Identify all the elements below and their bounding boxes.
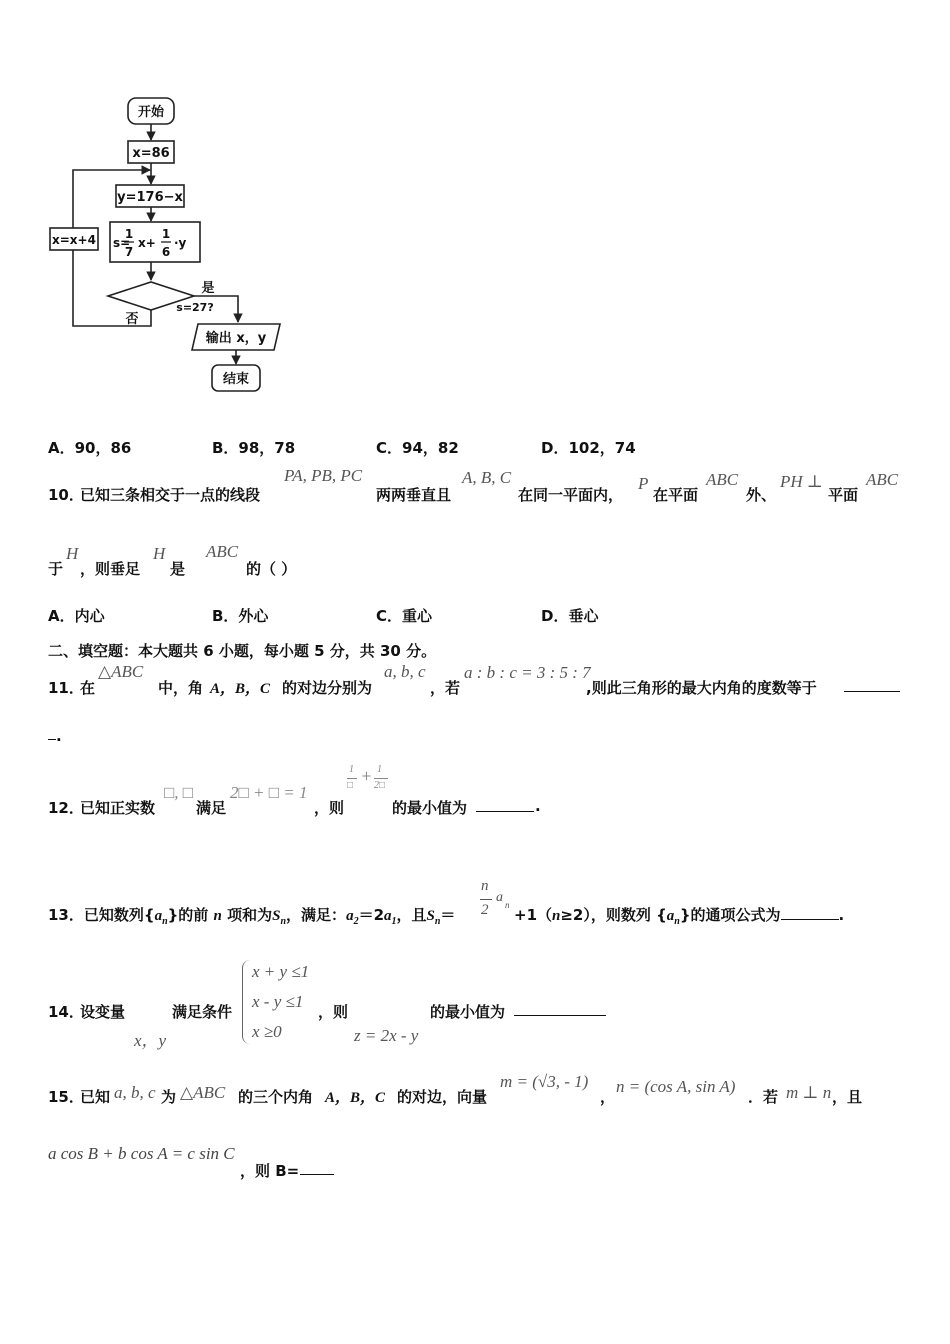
q12-frac2-den: 2□ (374, 780, 386, 791)
q13-a2-sub: 2 (353, 916, 359, 927)
q10-text-7: 于 (48, 560, 64, 578)
q13-Sn-sub: n (434, 916, 441, 927)
q11-text-1: 在 (80, 679, 96, 697)
q13-text-5: 项和为 (227, 906, 273, 924)
q13-text-14: +1（ (514, 906, 553, 924)
q9-option-d: D．102，74 (541, 439, 636, 457)
q13-text-13: ＝ (440, 906, 456, 924)
q11-text-3: A，B，C (210, 681, 271, 697)
q13-a1: a (384, 908, 392, 924)
q13-number (48, 904, 455, 927)
q12-text-4: 的最小值为 (392, 799, 468, 817)
q13-n2: n (552, 908, 561, 924)
q15-text-3: 的三个内角 (238, 1088, 314, 1106)
q13-number-label: 13． (48, 906, 84, 924)
q13-text-18: }的通项公式为 (679, 906, 781, 924)
q10-math-6: ABC (866, 470, 899, 489)
q15-math-1: a, b, c (114, 1083, 156, 1102)
q13-text-1: 已知数列{ (83, 906, 155, 924)
q10-option-d: D．垂心 (541, 607, 599, 625)
q11-text-6: ,则此三角形的最大内角的度数等于 (586, 679, 817, 697)
q14-constraint-3: x ≥0 (252, 1022, 282, 1041)
q14-math-2: z = 2x - y (354, 1026, 419, 1045)
q12-frac2-num: 1 (377, 764, 382, 775)
q13-frac-a: a (496, 890, 503, 905)
q10-text-5: 外、 (746, 486, 777, 504)
q15-answer-blank (300, 1160, 334, 1175)
q15-text-4: A，B，C (325, 1090, 386, 1106)
q14-text-2: 满足条件 (172, 1003, 233, 1021)
q10-option-b: B．外心 (212, 607, 269, 625)
q12-fraction-expression (345, 764, 391, 800)
q15-math-2: △ABC (180, 1083, 226, 1102)
q12-text-1: 已知正实数 (80, 799, 156, 817)
q14-constraint-2: x - y ≤1 (252, 992, 304, 1011)
q15-math-4: n = (cos A, sin A) (616, 1077, 736, 1096)
q12-answer-blank (476, 797, 534, 812)
q14-number: 14． (48, 1003, 84, 1021)
q10-text-4: 在平面 (653, 486, 699, 504)
flowchart-s-frac2-den: 6 (161, 245, 171, 259)
q11-text-7: . (56, 727, 62, 745)
q10-math-9: ABC (206, 542, 239, 561)
q13-tail (514, 904, 844, 927)
flowchart-y-label: y=176−x (117, 190, 183, 205)
q14-text-4: 的最小值为 (430, 1003, 506, 1021)
q12-text-2: 满足 (196, 799, 227, 817)
q14-text-1: 设变量 (80, 1003, 126, 1021)
q10-number: 10． (48, 486, 84, 504)
q12-math-2: 2□ + □ = 1 (230, 783, 308, 802)
q11-text-2: 中，角 (158, 679, 204, 697)
flowchart-end-label: 结束 (222, 372, 250, 387)
q13-a1-sub: 1 (391, 916, 397, 927)
q15-math-3: m = (√3, - 1) (500, 1072, 589, 1091)
q13-text-16: ≥2），则数列 { (560, 906, 667, 924)
flowchart-s-frac2-num: 1 (161, 227, 171, 241)
flowchart-init-label: x=86 (132, 146, 170, 161)
q12-frac1-num: 1 (349, 764, 354, 775)
q14-answer-blank (514, 1001, 606, 1016)
q10-math-7: H (66, 544, 79, 563)
q10-math-5: PH ⊥ (780, 472, 823, 491)
q12-text-3: ，则 (314, 799, 345, 817)
q14-brace (242, 960, 251, 1044)
flowchart-condition-label: s=27? (176, 301, 214, 314)
q15-math-6: a cos B + b cos A = c sin C (48, 1144, 235, 1163)
q12-frac2-bar (374, 778, 388, 779)
q12-plus: + (361, 769, 372, 784)
q13-S-sub: n (280, 916, 287, 927)
q12-math-1: □, □ (164, 783, 194, 802)
flowchart-loop-label: x=x+4 (52, 233, 96, 247)
flowchart (40, 90, 300, 400)
q11-text-5: ，若 (430, 679, 461, 697)
q13-a2: a (346, 908, 354, 924)
q15-math-5: m ⊥ n (786, 1083, 832, 1102)
flowchart-s-suffix: ·y (174, 236, 187, 250)
section-heading: 二、填空题：本大题共 6 小题，每小题 5 分，共 30 分。 (48, 642, 437, 660)
q13-text-3: }的前 (167, 906, 209, 924)
q13-frac-num: n (481, 878, 489, 894)
flowchart-s-frac1-num: 1 (124, 227, 134, 241)
q15-text-9: ，则 B= (240, 1162, 300, 1180)
q13-text-19: . (838, 906, 845, 924)
q15-text-2: 为 (161, 1088, 177, 1106)
q15-text-6: ， (600, 1088, 616, 1106)
q10-text-2: 两两垂直且 (376, 486, 452, 504)
q10-text-10: 的（ ） (246, 560, 297, 578)
q12-frac1-bar (347, 778, 357, 779)
q13-frac-den: 2 (481, 902, 489, 918)
q10-math-4: ABC (706, 470, 739, 489)
q13-S: S (272, 908, 281, 924)
q15-text-8: ，且 (832, 1088, 863, 1106)
q11-math-3: a : b : c = 3 : 5 : 7 (464, 663, 591, 682)
flowchart-s-frac1-den: 7 (124, 245, 134, 259)
q10-text-8: ，则垂足 (80, 560, 141, 578)
q15-text-1: 已知 (80, 1088, 111, 1106)
q10-math-3: P (638, 474, 649, 493)
flowchart-s-prefix: s= (113, 236, 131, 250)
flowchart-yes-label: 是 (201, 281, 215, 296)
q15-text-5: 的对边，向量 (397, 1088, 488, 1106)
q12-frac1-den: □ (347, 780, 354, 791)
q11-answer-blank-b (48, 725, 56, 740)
q13-Sn: S (426, 908, 435, 924)
q11-number: 11． (48, 679, 84, 697)
q13-text-11: ，且 (396, 906, 427, 924)
q11-text-4: 的对边分别为 (282, 679, 373, 697)
q13-frac-a-sub: n (505, 900, 510, 910)
flowchart-output-label: 输出 x，y (205, 331, 267, 346)
q14-constraint-1: x + y ≤1 (252, 962, 310, 981)
q9-option-c: C．94，82 (376, 439, 459, 457)
q12-number: 12． (48, 799, 84, 817)
q10-text-3: 在同一平面内， (518, 486, 624, 504)
flowchart-no-label: 否 (125, 312, 139, 327)
q11-math-1: △ABC (98, 662, 144, 681)
q13-a-sub: n (162, 916, 168, 927)
q10-math-8: H (153, 544, 166, 563)
q14-text-3: ，则 (318, 1003, 349, 1021)
q15-number: 15． (48, 1088, 84, 1106)
q10-option-c: C．重心 (376, 607, 433, 625)
q13-text-7: ，满足： (286, 906, 347, 924)
q13-an-sub: n (674, 916, 680, 927)
q13-an: a (666, 908, 675, 924)
flowchart-s-mid: x+ (138, 236, 156, 250)
q14-math-1: x，y (134, 1031, 167, 1050)
flowchart-start-label: 开始 (137, 105, 165, 120)
q13-n: n (213, 908, 222, 924)
q13-a: a (154, 908, 163, 924)
q9-option-b: B．98，78 (212, 439, 296, 457)
q13-frac-bar (480, 899, 492, 900)
q13-fraction (478, 878, 514, 924)
q9-option-a: A．90，86 (48, 439, 132, 457)
q15-text-7: ．若 (748, 1088, 779, 1106)
q13-text-9: ＝2 (358, 906, 384, 924)
q12-text-5: . (535, 797, 541, 815)
q10-math-2: A, B, C (462, 468, 512, 487)
q13-answer-blank (781, 905, 839, 920)
q10-text-9: 是 (170, 560, 186, 578)
q11-answer-blank-a (844, 677, 900, 692)
q10-text-6: 平面 (828, 486, 859, 504)
q10-math-1: PA, PB, PC (284, 466, 363, 485)
q10-text-1: 已知三条相交于一点的线段 (80, 486, 261, 504)
q10-option-a: A．内心 (48, 607, 105, 625)
q11-math-2: a, b, c (384, 662, 426, 681)
